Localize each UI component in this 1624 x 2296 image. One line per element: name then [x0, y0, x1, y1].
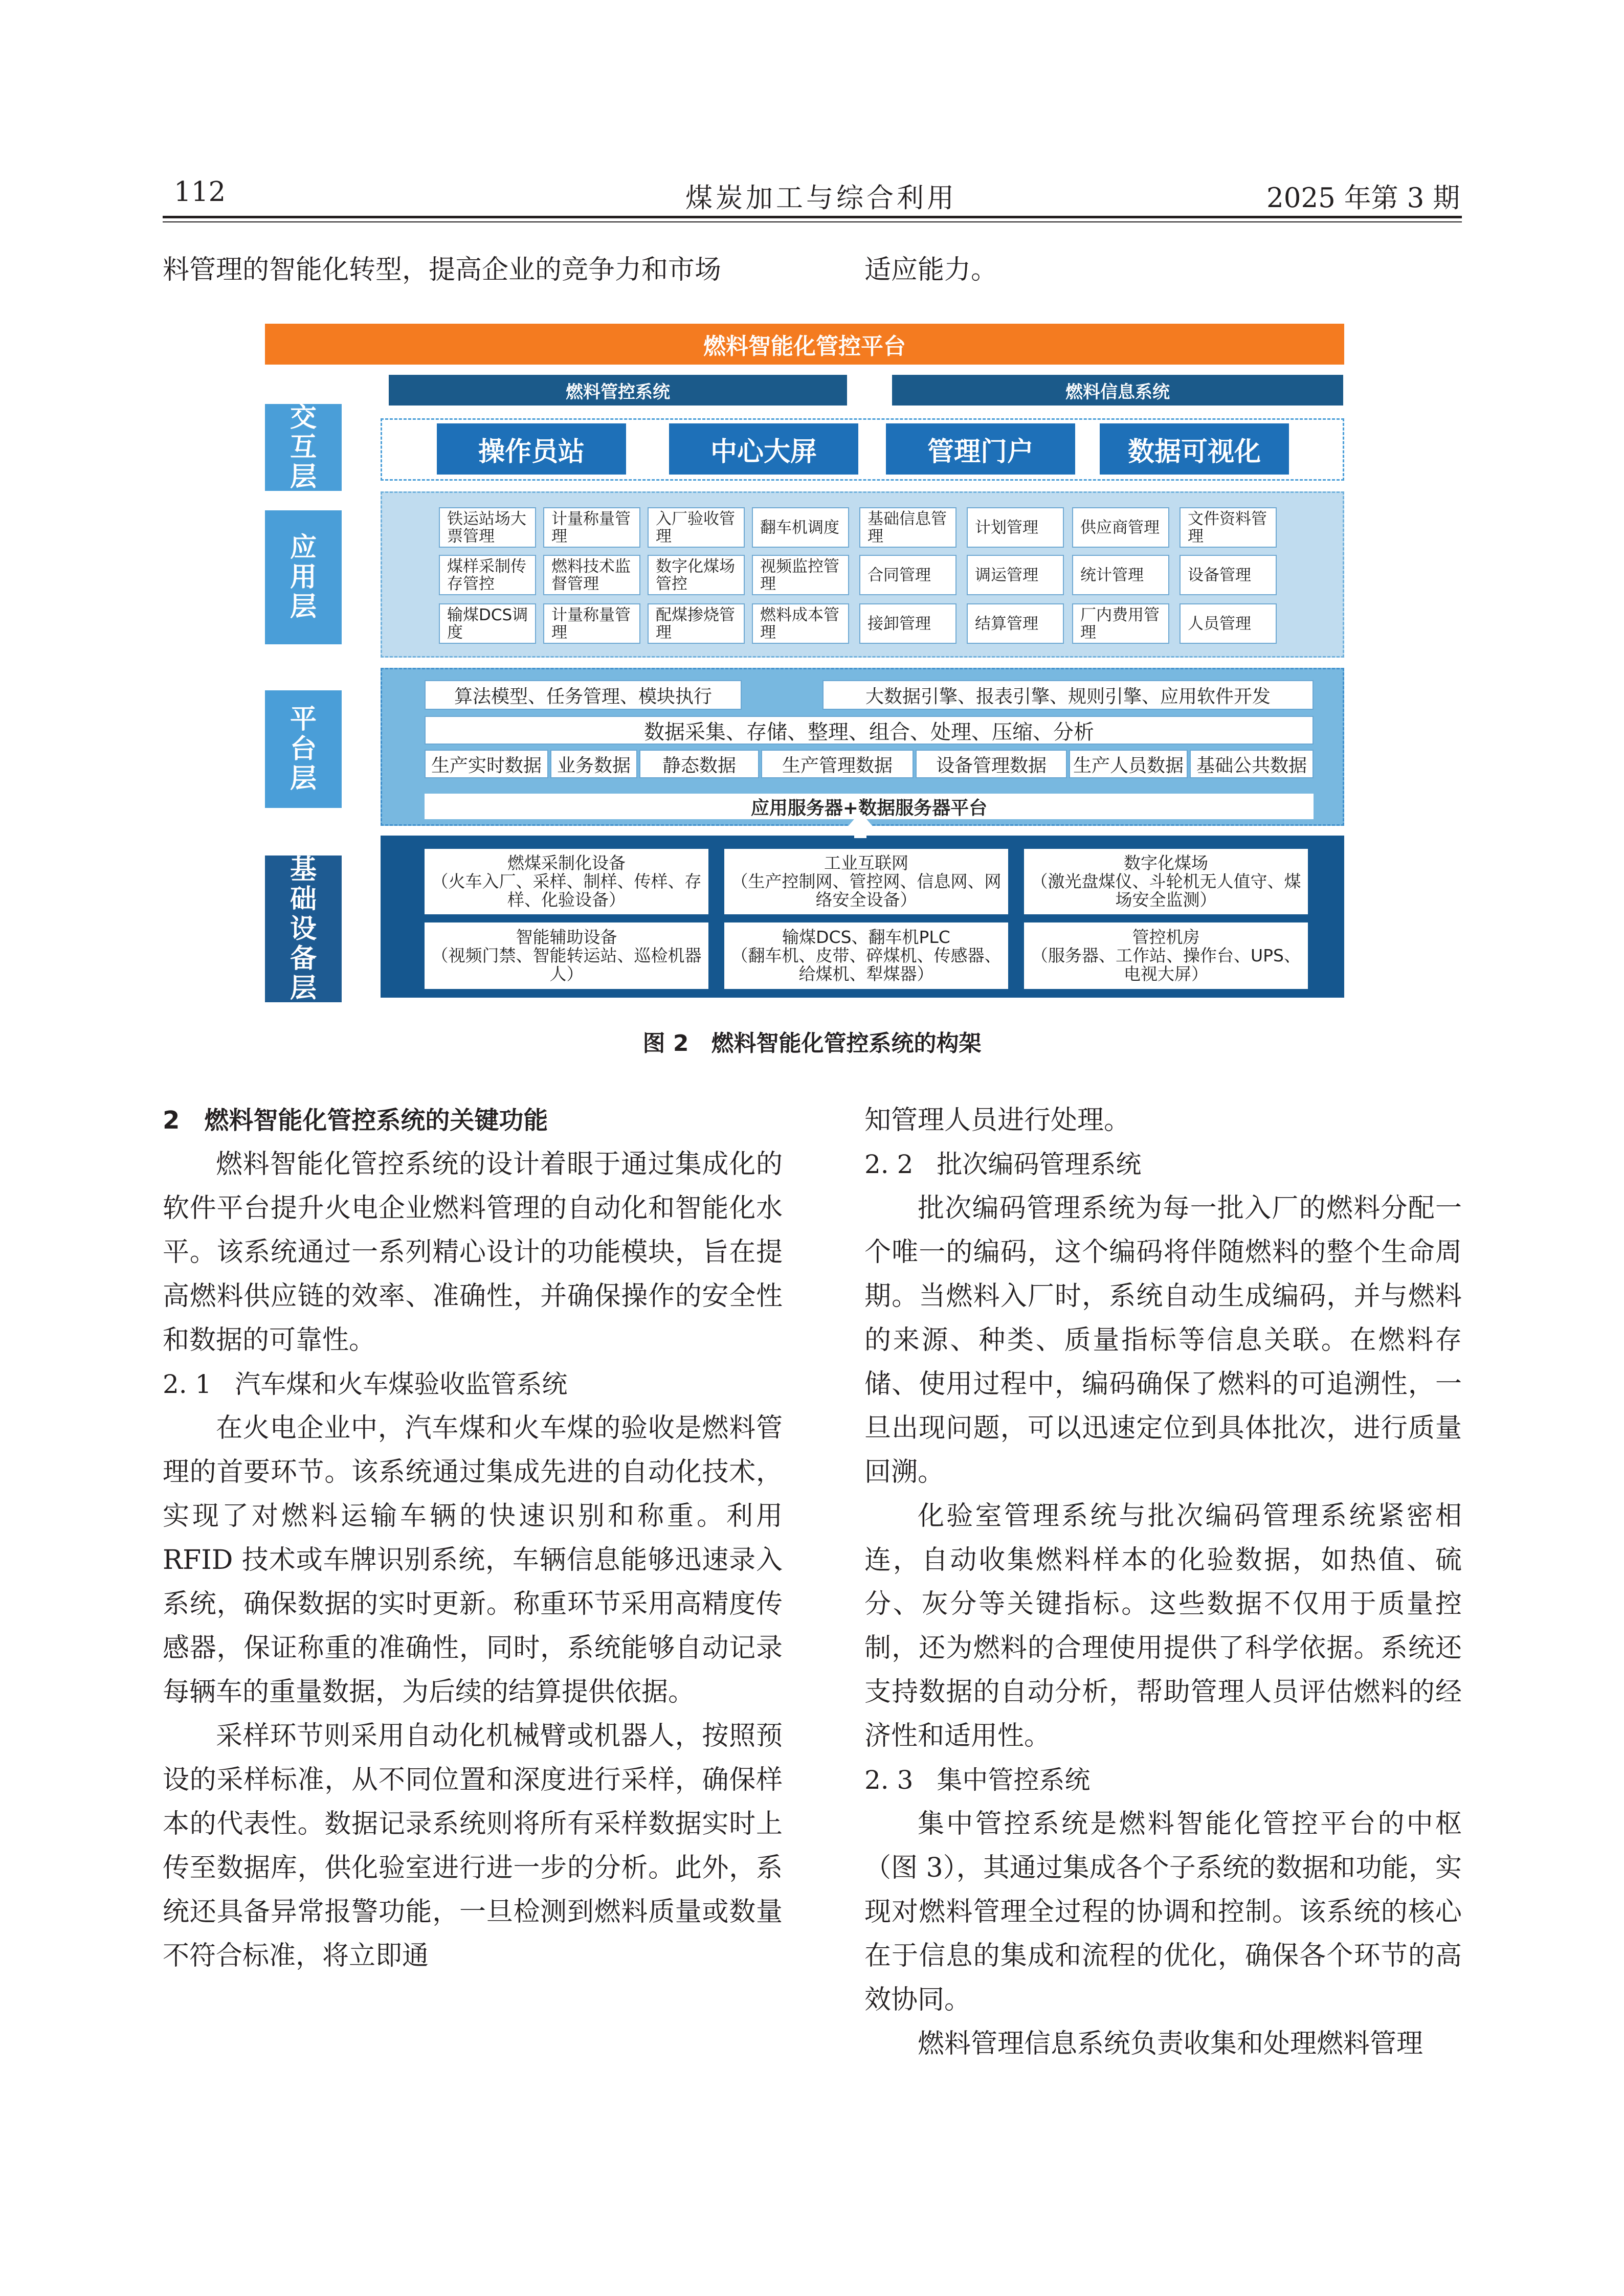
subsection-heading: 2. 3 集中管控系统	[864, 1765, 1091, 1795]
device-item	[425, 922, 708, 989]
section-heading: 2 燃料智能化管控系统的关键功能	[163, 1106, 548, 1135]
data-type-item: 静态数据	[639, 750, 759, 778]
device-title: 数字化煤场	[1124, 853, 1208, 873]
device-title: 工业互联网	[824, 853, 908, 873]
paragraph: 燃料智能化管控系统的设计着眼于通过集成化的软件平台提升火电企业燃料管理的自动化和智能化水平。该系统通过一系列精心设计的功能模块，旨在提高燃料供应链的效率、准确性，并确保操作的安全性和数据的可靠性。	[163, 1149, 783, 1356]
application-module: 翻车机调度	[752, 507, 849, 548]
device-title: 燃煤采制化设备	[507, 853, 626, 873]
application-module: 厂内费用管理	[1072, 603, 1169, 644]
data-type-item: 业务数据	[550, 750, 637, 778]
application-module: 统计管理	[1072, 555, 1169, 595]
device-item	[1024, 922, 1308, 989]
paragraph: 批次编码管理系统为每一批入厂的燃料分配一个唯一的编码，这个编码将伴随燃料的整个生命周期。当燃料入厂时，系统自动生成编码，并与燃料的来源、种类、质量指标等信息关联。在燃料存储、使用过程中，编码确保了燃料的可追溯性，一旦出现问题，可以迅速定位到具体批次，进行质量回溯。	[864, 1193, 1462, 1488]
header-rule	[163, 216, 1462, 218]
device-detail: （激光盘煤仪、斗轮机无人值守、煤场安全监测）	[1031, 871, 1301, 910]
device-title: 智能辅助设备	[516, 927, 617, 947]
application-module: 输煤DCS调度	[439, 603, 536, 644]
device-item	[1024, 849, 1308, 914]
layer-application: 应用层	[265, 510, 342, 644]
paragraph: 燃料管理信息系统负责收集和处理燃料管理	[918, 2029, 1423, 2059]
application-module: 数字化煤场管控	[648, 555, 745, 595]
intro-right: 适应能力。	[864, 255, 998, 285]
application-module: 人员管理	[1180, 603, 1277, 644]
left-column	[163, 1098, 783, 1978]
device-title: 管控机房	[1132, 927, 1200, 947]
application-module: 铁运站场大票管理	[439, 507, 536, 548]
interaction-item: 管理门户	[886, 423, 1075, 475]
application-module: 计量称量管理	[543, 603, 640, 644]
application-module: 计划管理	[967, 507, 1064, 548]
application-module: 调运管理	[967, 555, 1064, 595]
paragraph: 集中管控系统是燃料智能化管控平台的中枢（图 3），其通过集成各个子系统的数据和功能，实现对燃料管理全过程的协调和控制。该系统的核心在于信息的集成和流程的优化，确保各个环节的高效协同。	[864, 1809, 1462, 2015]
device-item	[425, 849, 708, 914]
layer-interaction: 交互层	[265, 404, 342, 491]
device-detail: （火车入厂、采样、制样、传样、存样、化验设备）	[431, 871, 702, 910]
interaction-item: 中心大屏	[669, 423, 858, 475]
paragraph: 化验室管理系统与批次编码管理系统紧密相连，自动收集燃料样本的化验数据，如热值、硫分、灰分等关键指标。这些数据不仅用于质量控制，还为燃料的合理使用提供了科学依据。系统还支持数据的自动分析，帮助管理人员评估燃料的经济性和适用性。	[864, 1501, 1462, 1751]
device-item	[724, 849, 1008, 914]
journal-title: 煤炭加工与综合利用	[685, 183, 957, 214]
device-detail: （生产控制网、管控网、信息网、网络安全设备）	[731, 871, 1002, 910]
device-detail: （服务器、工作站、操作台、UPS、电视大屏）	[1031, 946, 1301, 984]
application-module: 入厂验收管理	[648, 507, 745, 548]
system-right-bar: 燃料信息系统	[892, 375, 1343, 406]
interaction-item: 数据可视化	[1100, 423, 1289, 475]
data-type-item: 生产实时数据	[425, 750, 548, 778]
system-left-bar: 燃料管控系统	[389, 375, 847, 406]
up-arrow-icon	[847, 812, 874, 827]
platform-engine-left: 算法模型、任务管理、模块执行	[425, 680, 742, 710]
subsection-heading: 2. 2 批次编码管理系统	[864, 1150, 1142, 1179]
application-module: 文件资料管理	[1180, 507, 1277, 548]
application-module: 燃料技术监督管理	[543, 555, 640, 595]
device-title: 输煤DCS、翻车机PLC	[782, 927, 950, 947]
data-type-item: 生产人员数据	[1069, 750, 1188, 778]
layer-device: 基础设备层	[265, 856, 342, 1002]
application-module: 配煤掺烧管理	[648, 603, 745, 644]
application-module: 供应商管理	[1072, 507, 1169, 548]
application-module: 燃料成本管理	[752, 603, 849, 644]
application-module: 合同管理	[859, 555, 956, 595]
issue-label: 2025 年第 3 期	[1266, 183, 1460, 214]
paragraph: 知管理人员进行处理。	[864, 1105, 1131, 1136]
paragraph: 采样环节则采用自动化机械臂或机器人，按照预设的采样标准，从不同位置和深度进行采样，确保样本的代表性。数据记录系统则将所有采样数据实时上传至数据库，供化验室进行进一步的分析。此外，系统还具备异常报警功能，一旦检测到燃料质量或数量不符合标准，将立即通	[163, 1721, 783, 1971]
application-module: 计量称量管理	[543, 507, 640, 548]
interaction-item: 操作员站	[437, 423, 626, 475]
application-module: 视频监控管理	[752, 555, 849, 595]
platform-title: 燃料智能化管控平台	[265, 324, 1344, 365]
application-module: 设备管理	[1180, 555, 1277, 595]
device-item	[724, 922, 1008, 989]
subsection-heading: 2. 1 汽车煤和火车煤验收监管系统	[163, 1369, 568, 1399]
intro-left: 料管理的智能化转型，提高企业的竞争力和市场	[163, 255, 722, 285]
layer-platform: 平台层	[265, 690, 342, 808]
application-module: 接卸管理	[859, 603, 956, 644]
application-module: 煤样采制传存管控	[439, 555, 536, 595]
right-column	[864, 1098, 1462, 2066]
device-detail: （视频门禁、智能转运站、巡检机器人）	[431, 946, 702, 984]
data-type-item: 基础公共数据	[1190, 750, 1314, 778]
paragraph: 在火电企业中，汽车煤和火车煤的验收是燃料管理的首要环节。该系统通过集成先进的自动化技术，实现了对燃料运输车辆的快速识别和称重。利用 RFID 技术或车牌识别系统，车辆信息能够迅速录入系统，确保数据的实时更新。称重环节采用高精度传感器，保证称重的准确性，同时，系统能够自动记录每辆车的重量数据，为后续的结算提供依据。	[163, 1413, 783, 1707]
figure-caption: 图 2 燃料智能化管控系统的构架	[642, 1030, 982, 1056]
device-detail: （翻车机、皮带、碎煤机、传感器、给煤机、犁煤器）	[731, 946, 1002, 984]
application-module: 结算管理	[967, 603, 1064, 644]
up-arrow-stem	[854, 826, 866, 838]
application-module: 基础信息管理	[859, 507, 956, 548]
platform-engine-right: 大数据引擎、报表引擎、规则引擎、应用软件开发	[822, 680, 1314, 710]
server-platform-bar: 应用服务器+数据服务器平台	[425, 794, 1314, 819]
data-processing-bar: 数据采集、存储、整理、组合、处理、压缩、分析	[425, 716, 1314, 745]
page-number: 112	[174, 176, 226, 208]
header-rule-thin	[163, 221, 1462, 222]
data-type-item: 设备管理数据	[916, 750, 1067, 778]
data-type-item: 生产管理数据	[761, 750, 914, 778]
